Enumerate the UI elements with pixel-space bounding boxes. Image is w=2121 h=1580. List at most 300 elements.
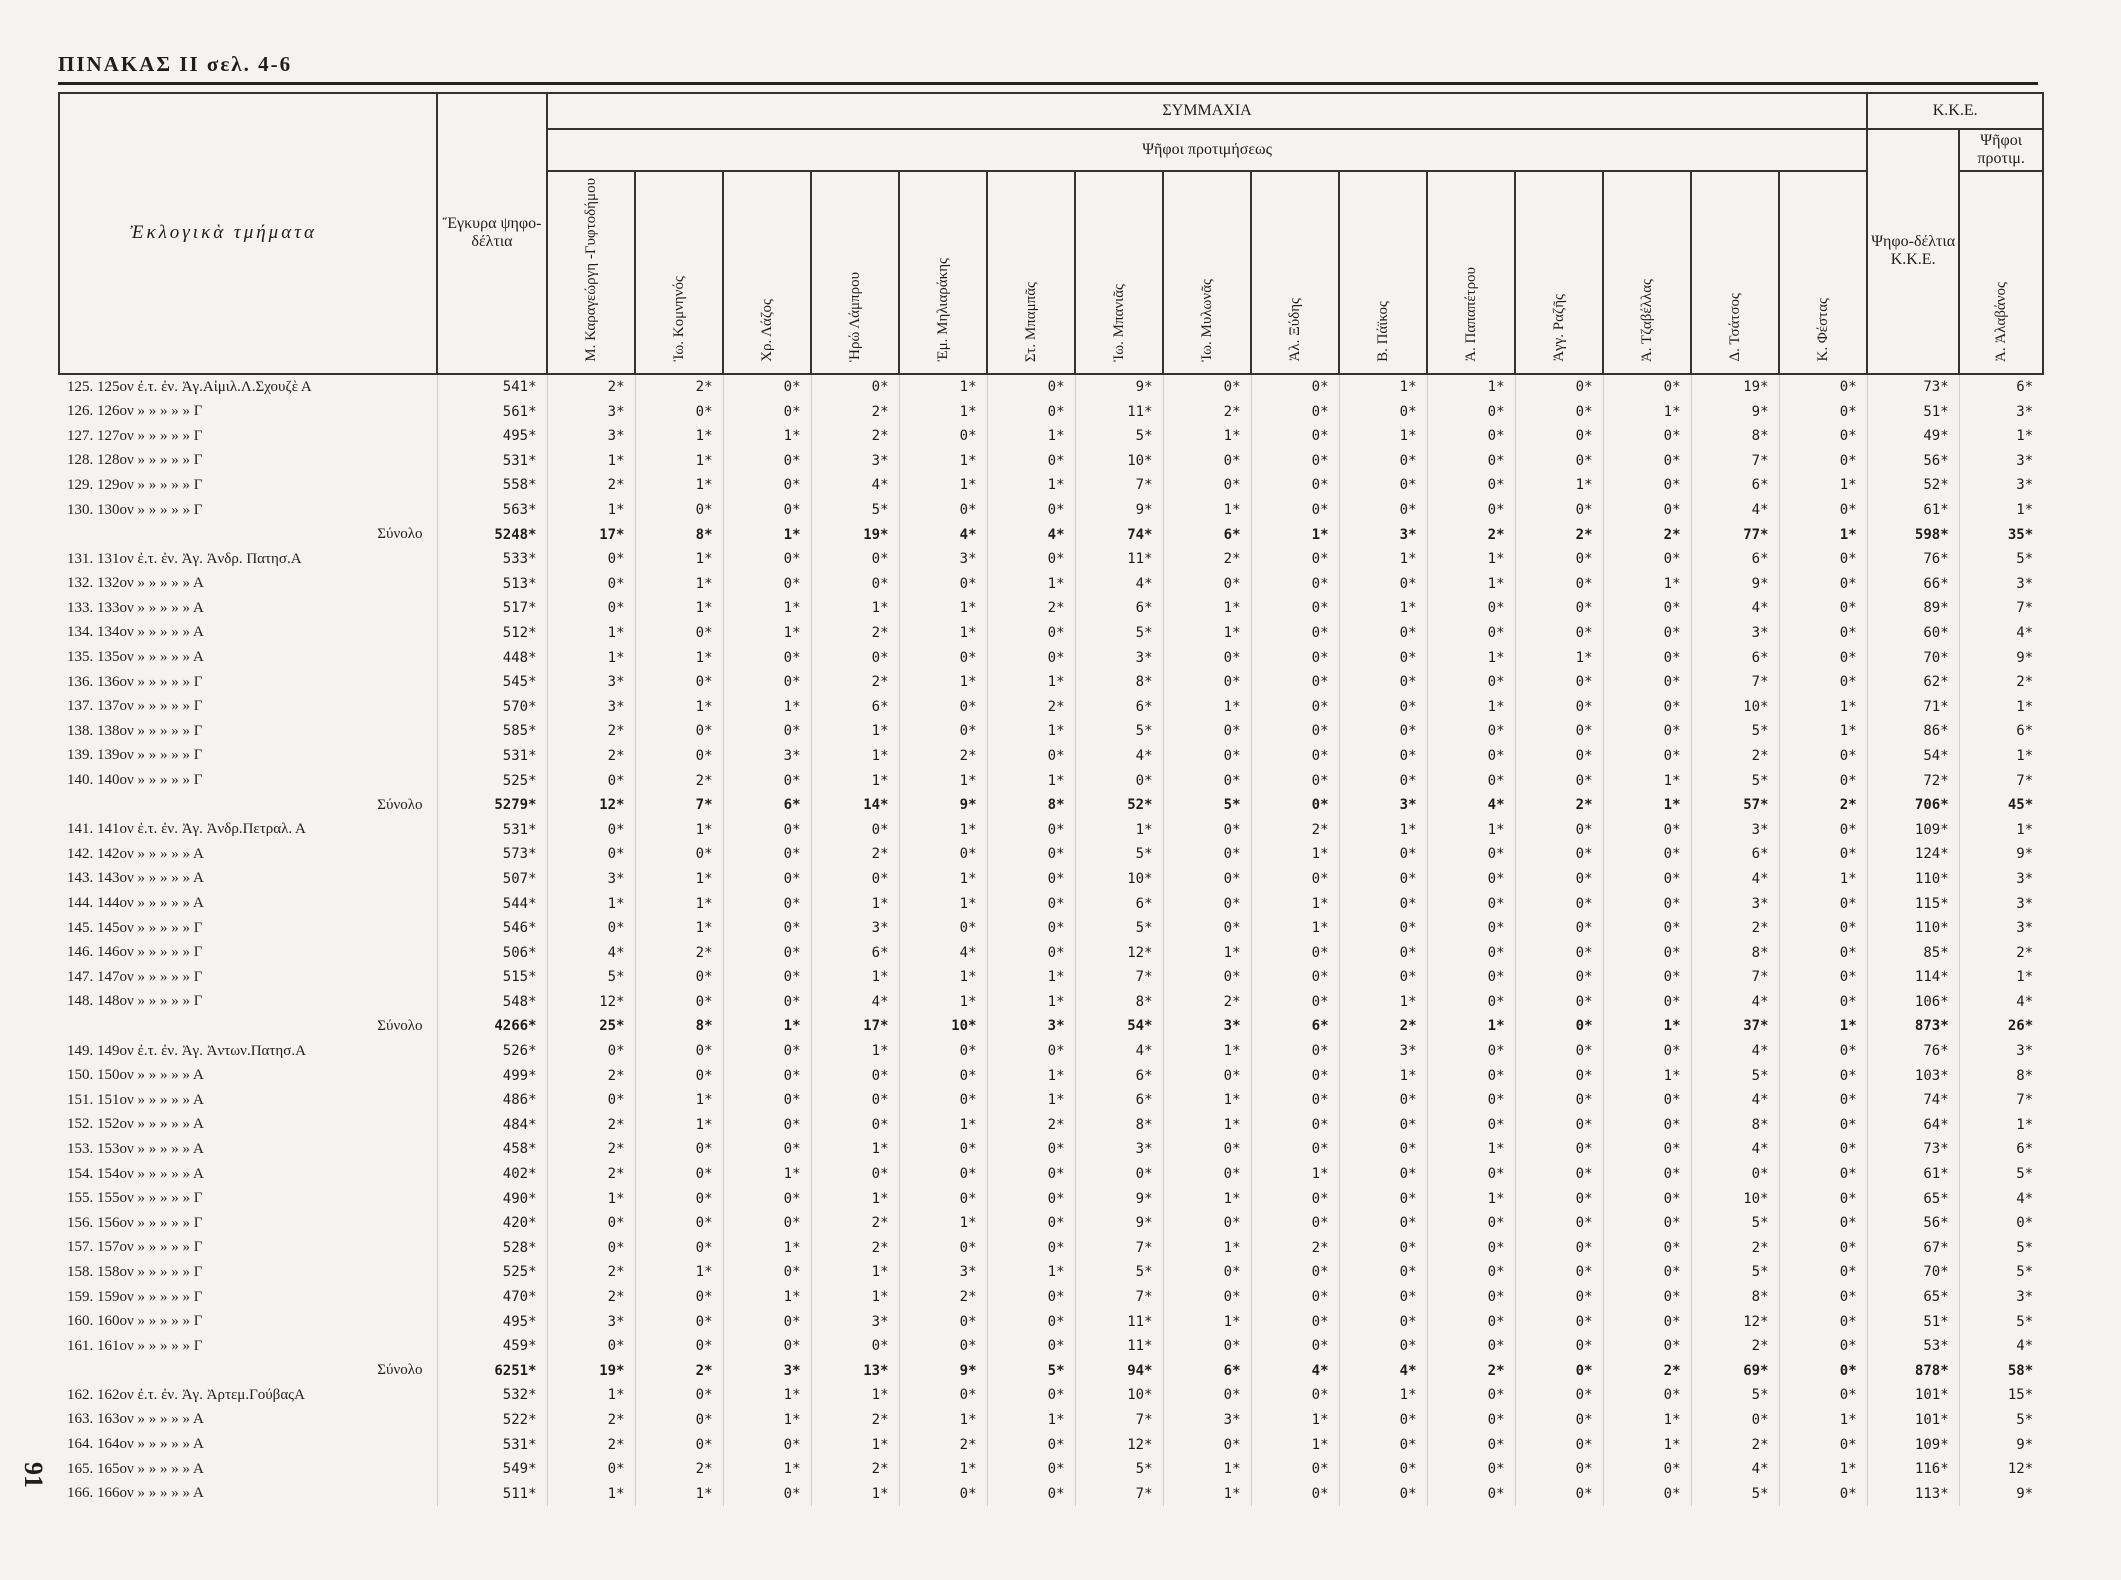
vote-cell: 1* xyxy=(1959,424,2043,449)
vote-cell: 0* xyxy=(723,1186,811,1211)
vote-cell: 0* xyxy=(1515,670,1603,695)
vote-cell: 0* xyxy=(635,670,723,695)
vote-cell: 0* xyxy=(899,1383,987,1408)
vote-cell: 0* xyxy=(1603,1309,1691,1334)
vote-cell: 1* xyxy=(723,424,811,449)
vote-cell: 1* xyxy=(635,473,723,498)
vote-cell: 1* xyxy=(899,1408,987,1433)
vote-cell: 0* xyxy=(723,719,811,744)
vote-cell: 0* xyxy=(1427,596,1515,621)
valid-ballots-cell: 470* xyxy=(437,1285,547,1310)
valid-ballots-cell: 402* xyxy=(437,1162,547,1187)
vote-cell: 0* xyxy=(1515,891,1603,916)
vote-cell: 0* xyxy=(987,916,1075,941)
vote-cell: 0* xyxy=(1251,768,1339,793)
valid-ballots-cell: 420* xyxy=(437,1211,547,1236)
vote-cell: 1* xyxy=(547,498,635,523)
vote-cell: 0* xyxy=(1515,1014,1603,1039)
vote-cell: 10* xyxy=(899,1014,987,1039)
vote-cell: 2* xyxy=(1163,399,1251,424)
candidate-name: Στ. Μπαμπᾶς xyxy=(1022,281,1039,362)
vote-cell: 2* xyxy=(1251,817,1339,842)
vote-cell: 0* xyxy=(1251,1186,1339,1211)
vote-cell: 0* xyxy=(1515,1334,1603,1359)
vote-cell: 0* xyxy=(1427,1408,1515,1433)
vote-cell: 0* xyxy=(1251,1137,1339,1162)
vote-cell: 4* xyxy=(1251,1358,1339,1383)
valid-ballots-cell: 458* xyxy=(437,1137,547,1162)
vote-cell: 0* xyxy=(635,1186,723,1211)
vote-cell: 1* xyxy=(811,1383,899,1408)
vote-cell: 0* xyxy=(899,842,987,867)
vote-cell: 0* xyxy=(1427,399,1515,424)
vote-cell: 0* xyxy=(899,1137,987,1162)
vote-cell: 0* xyxy=(635,1383,723,1408)
vote-cell: 0* xyxy=(1339,399,1427,424)
vote-cell: 5* xyxy=(1075,916,1163,941)
vote-cell: 35* xyxy=(1959,522,2043,547)
vote-cell: 73* xyxy=(1867,1137,1959,1162)
vote-cell: 0* xyxy=(1779,1334,1867,1359)
candidate-name: Ἰω. Μυλωνᾶς xyxy=(1198,278,1215,362)
vote-cell: 1* xyxy=(987,719,1075,744)
vote-cell: 0* xyxy=(987,1211,1075,1236)
vote-cell: 0* xyxy=(1163,1383,1251,1408)
vote-cell: 3* xyxy=(547,399,635,424)
table-row xyxy=(59,1309,2043,1334)
vote-cell: 10* xyxy=(1691,694,1779,719)
vote-cell: 1* xyxy=(635,694,723,719)
vote-cell: 0* xyxy=(635,1137,723,1162)
vote-cell: 2* xyxy=(1691,1334,1779,1359)
vote-cell: 1* xyxy=(811,1186,899,1211)
kke-candidate-name: Ἀ. Ἀλαβάνος xyxy=(1992,281,2009,362)
vote-cell: 1* xyxy=(723,1457,811,1482)
section-name: 154. 154ον » » » » » Α xyxy=(67,1165,204,1182)
vote-cell: 0* xyxy=(635,1039,723,1064)
table-row xyxy=(59,424,2043,449)
vote-cell: 0* xyxy=(1339,867,1427,892)
vote-cell: 1* xyxy=(811,1039,899,1064)
valid-ballots-cell: 513* xyxy=(437,571,547,596)
vote-cell: 51* xyxy=(1867,399,1959,424)
vote-cell: 1* xyxy=(899,990,987,1015)
vote-cell: 70* xyxy=(1867,1260,1959,1285)
vote-cell: 0* xyxy=(1251,1211,1339,1236)
valid-ballots-cell: 507* xyxy=(437,867,547,892)
vote-cell: 4* xyxy=(1959,1334,2043,1359)
vote-cell: 9* xyxy=(1959,1481,2043,1506)
vote-cell: 101* xyxy=(1867,1383,1959,1408)
vote-cell: 0* xyxy=(1779,842,1867,867)
vote-cell: 6* xyxy=(1251,1014,1339,1039)
vote-cell: 5* xyxy=(1959,1236,2043,1261)
table-row xyxy=(59,940,2043,965)
vote-cell: 7* xyxy=(1075,473,1163,498)
vote-cell: 0* xyxy=(1515,867,1603,892)
vote-cell: 1* xyxy=(547,449,635,474)
vote-cell: 0* xyxy=(811,1162,899,1187)
vote-cell: 1* xyxy=(811,596,899,621)
vote-cell: 1* xyxy=(987,1260,1075,1285)
vote-cell: 1* xyxy=(1779,867,1867,892)
vote-cell: 5* xyxy=(1691,1211,1779,1236)
vote-cell: 0* xyxy=(1251,449,1339,474)
vote-cell: 0* xyxy=(1515,817,1603,842)
vote-cell: 52* xyxy=(1867,473,1959,498)
vote-cell: 0* xyxy=(1427,473,1515,498)
section-name: 129. 129ον » » » » » Γ xyxy=(67,476,203,493)
vote-cell: 0* xyxy=(1427,1260,1515,1285)
vote-cell: 0* xyxy=(1251,719,1339,744)
vote-cell: 5* xyxy=(1959,547,2043,572)
vote-cell: 0* xyxy=(547,768,635,793)
valid-ballots-cell: 526* xyxy=(437,1039,547,1064)
vote-cell: 1* xyxy=(899,1113,987,1138)
vote-cell: 3* xyxy=(1691,817,1779,842)
candidate-name: Ἰω. Μπανιᾶς xyxy=(1110,283,1127,362)
valid-ballots-cell: 544* xyxy=(437,891,547,916)
valid-ballots-cell: 531* xyxy=(437,1432,547,1457)
table-row xyxy=(59,1432,2043,1457)
vote-cell: 0* xyxy=(987,1236,1075,1261)
vote-cell: 0* xyxy=(1339,1432,1427,1457)
vote-cell: 2* xyxy=(987,694,1075,719)
vote-cell: 3* xyxy=(1691,621,1779,646)
vote-cell: 45* xyxy=(1959,793,2043,818)
vote-cell: 0* xyxy=(1515,424,1603,449)
vote-cell: 0* xyxy=(1163,1063,1251,1088)
vote-cell: 0* xyxy=(1603,719,1691,744)
vote-cell: 0* xyxy=(1515,571,1603,596)
vote-cell: 5* xyxy=(1959,1408,2043,1433)
vote-cell: 1* xyxy=(1339,424,1427,449)
table-header xyxy=(59,93,2043,374)
vote-cell: 0* xyxy=(1515,1358,1603,1383)
vote-cell: 6* xyxy=(1075,1063,1163,1088)
vote-cell: 706* xyxy=(1867,793,1959,818)
vote-cell: 19* xyxy=(547,1358,635,1383)
vote-cell: 17* xyxy=(547,522,635,547)
vote-cell: 0* xyxy=(899,1039,987,1064)
col-header-candidate xyxy=(1075,171,1163,374)
vote-cell: 0* xyxy=(1515,1481,1603,1506)
vote-cell: 0* xyxy=(1779,990,1867,1015)
vote-cell: 0* xyxy=(1163,374,1251,400)
vote-cell: 1* xyxy=(547,891,635,916)
table-row xyxy=(59,1260,2043,1285)
col-header-candidate xyxy=(547,171,635,374)
vote-cell: 0* xyxy=(1515,1236,1603,1261)
vote-cell: 76* xyxy=(1867,547,1959,572)
vote-cell: 0* xyxy=(1163,1211,1251,1236)
vote-cell: 0* xyxy=(1251,670,1339,695)
vote-cell: 598* xyxy=(1867,522,1959,547)
vote-cell: 3* xyxy=(1959,399,2043,424)
vote-cell: 0* xyxy=(635,1432,723,1457)
valid-ballots-cell: 541* xyxy=(437,374,547,400)
section-name: 155. 155ον » » » » » Γ xyxy=(67,1190,203,1207)
vote-cell: 2* xyxy=(547,1162,635,1187)
vote-cell: 0* xyxy=(1427,744,1515,769)
table-row xyxy=(59,1481,2043,1506)
valid-ballots-cell: 511* xyxy=(437,1481,547,1506)
table-row xyxy=(59,1408,2043,1433)
vote-cell: 0* xyxy=(1779,965,1867,990)
vote-cell: 0* xyxy=(1339,1309,1427,1334)
vote-cell: 0* xyxy=(1427,1162,1515,1187)
vote-cell: 110* xyxy=(1867,916,1959,941)
vote-cell: 8* xyxy=(1959,1063,2043,1088)
vote-cell: 1* xyxy=(635,867,723,892)
vote-cell: 0* xyxy=(723,670,811,695)
table-row xyxy=(59,1162,2043,1187)
table-row xyxy=(59,867,2043,892)
vote-cell: 0* xyxy=(723,990,811,1015)
vote-cell: 1* xyxy=(635,1481,723,1506)
vote-cell: 0* xyxy=(1339,670,1427,695)
col-header-kke-ballots: Ψηφο-δέλτια Κ.Κ.Ε. xyxy=(1867,129,1959,374)
vote-cell: 0* xyxy=(987,1137,1075,1162)
vote-cell: 1* xyxy=(987,768,1075,793)
vote-cell: 0* xyxy=(1339,1334,1427,1359)
table-row xyxy=(59,473,2043,498)
vote-cell: 54* xyxy=(1867,744,1959,769)
vote-cell: 0* xyxy=(987,867,1075,892)
vote-cell: 1* xyxy=(1959,744,2043,769)
section-name: 166. 166ον » » » » » Α xyxy=(67,1485,204,1502)
vote-cell: 0* xyxy=(1603,596,1691,621)
vote-cell: 8* xyxy=(1075,1113,1163,1138)
col-header-candidate xyxy=(1515,171,1603,374)
vote-cell: 8* xyxy=(987,793,1075,818)
vote-cell: 2* xyxy=(811,621,899,646)
vote-cell: 1* xyxy=(1163,1186,1251,1211)
vote-cell: 3* xyxy=(1959,891,2043,916)
section-name: 144. 144ον » » » » » Α xyxy=(67,895,204,911)
vote-cell: 0* xyxy=(1251,621,1339,646)
vote-cell: 4* xyxy=(1691,990,1779,1015)
vote-cell: 1* xyxy=(1163,621,1251,646)
vote-cell: 0* xyxy=(899,498,987,523)
vote-cell: 2* xyxy=(547,1137,635,1162)
table-row xyxy=(59,1137,2043,1162)
vote-cell: 5* xyxy=(547,965,635,990)
vote-cell: 5* xyxy=(1959,1162,2043,1187)
vote-cell: 0* xyxy=(723,547,811,572)
vote-cell: 0* xyxy=(1339,1088,1427,1113)
vote-cell: 1* xyxy=(1427,817,1515,842)
vote-cell: 1* xyxy=(899,621,987,646)
vote-cell: 3* xyxy=(547,424,635,449)
vote-cell: 1* xyxy=(1603,1408,1691,1433)
vote-cell: 9* xyxy=(1075,374,1163,400)
vote-cell: 3* xyxy=(1163,1408,1251,1433)
col-header-alliance: ΣΥΜΜΑΧΙΑ xyxy=(547,93,1867,129)
vote-cell: 3* xyxy=(1339,793,1427,818)
vote-cell: 0* xyxy=(811,645,899,670)
vote-cell: 0* xyxy=(1427,1334,1515,1359)
vote-cell: 0* xyxy=(1427,1285,1515,1310)
valid-ballots-cell: 545* xyxy=(437,670,547,695)
vote-cell: 101* xyxy=(1867,1408,1959,1433)
total-label: Σύνολο xyxy=(377,526,423,543)
section-name: 139. 139ον » » » » » Γ xyxy=(67,747,203,764)
vote-cell: 0* xyxy=(1603,1457,1691,1482)
vote-cell: 8* xyxy=(635,522,723,547)
vote-cell: 3* xyxy=(547,694,635,719)
vote-cell: 1* xyxy=(1959,965,2043,990)
valid-ballots-cell: 532* xyxy=(437,1383,547,1408)
vote-cell: 0* xyxy=(811,1334,899,1359)
vote-cell: 0* xyxy=(723,1211,811,1236)
section-name: 138. 138ον » » » » » Γ xyxy=(67,722,203,739)
vote-cell: 2* xyxy=(635,1457,723,1482)
valid-ballots-cell: 531* xyxy=(437,817,547,842)
vote-cell: 4* xyxy=(1959,990,2043,1015)
section-name: 149. 149ον ἐ.τ. ἐν. Ἀγ. Ἀντων.Πατησ.Α xyxy=(67,1042,306,1059)
vote-cell: 0* xyxy=(811,1113,899,1138)
vote-cell: 0* xyxy=(1515,1432,1603,1457)
vote-cell: 12* xyxy=(1691,1309,1779,1334)
vote-cell: 0* xyxy=(1959,1211,2043,1236)
valid-ballots-cell: 533* xyxy=(437,547,547,572)
col-header-kke-candidate xyxy=(1959,171,2043,374)
vote-cell: 1* xyxy=(1779,1014,1867,1039)
vote-cell: 0* xyxy=(1163,1162,1251,1187)
vote-cell: 9* xyxy=(1075,498,1163,523)
vote-cell: 0* xyxy=(1779,1383,1867,1408)
vote-cell: 0* xyxy=(1515,719,1603,744)
vote-cell: 1* xyxy=(1251,522,1339,547)
vote-cell: 0* xyxy=(635,719,723,744)
vote-cell: 1* xyxy=(1163,498,1251,523)
candidate-name: Χρ. Λάζος xyxy=(758,298,775,362)
table-row xyxy=(59,621,2043,646)
section-name: 132. 132ον » » » » » Α xyxy=(67,575,204,592)
vote-cell: 1* xyxy=(899,817,987,842)
vote-cell: 1* xyxy=(1075,817,1163,842)
vote-cell: 0* xyxy=(1515,621,1603,646)
vote-cell: 0* xyxy=(1163,768,1251,793)
vote-cell: 72* xyxy=(1867,768,1959,793)
vote-cell: 106* xyxy=(1867,990,1959,1015)
vote-cell: 0* xyxy=(987,1481,1075,1506)
vote-cell: 0* xyxy=(1427,842,1515,867)
vote-cell: 0* xyxy=(1427,424,1515,449)
vote-cell: 1* xyxy=(1603,1014,1691,1039)
vote-cell: 6* xyxy=(1075,694,1163,719)
vote-cell: 1* xyxy=(899,670,987,695)
vote-cell: 0* xyxy=(1603,965,1691,990)
vote-cell: 3* xyxy=(899,1260,987,1285)
vote-cell: 0* xyxy=(1251,645,1339,670)
section-name: 161. 161ον » » » » » Γ xyxy=(67,1337,203,1354)
vote-cell: 2* xyxy=(811,1457,899,1482)
vote-cell: 0* xyxy=(547,1334,635,1359)
vote-cell: 0* xyxy=(723,571,811,596)
vote-cell: 0* xyxy=(1251,867,1339,892)
vote-cell: 19* xyxy=(811,522,899,547)
vote-cell: 2* xyxy=(1163,547,1251,572)
section-name: 135. 135ον » » » » » Α xyxy=(67,649,204,666)
vote-cell: 0* xyxy=(1339,842,1427,867)
vote-cell: 5* xyxy=(1691,1260,1779,1285)
vote-cell: 0* xyxy=(547,1211,635,1236)
section-name: 126. 126ον » » » » » Γ xyxy=(67,403,203,420)
vote-cell: 0* xyxy=(1515,1162,1603,1187)
vote-cell: 0* xyxy=(547,596,635,621)
vote-cell: 1* xyxy=(723,1014,811,1039)
vote-cell: 0* xyxy=(635,498,723,523)
valid-ballots-cell: 506* xyxy=(437,940,547,965)
vote-cell: 0* xyxy=(635,1211,723,1236)
vote-cell: 0* xyxy=(1251,399,1339,424)
vote-cell: 0* xyxy=(1251,1113,1339,1138)
vote-cell: 1* xyxy=(811,1432,899,1457)
vote-cell: 0* xyxy=(1427,1113,1515,1138)
vote-cell: 12* xyxy=(1075,1432,1163,1457)
vote-cell: 1* xyxy=(1251,916,1339,941)
vote-cell: 0* xyxy=(987,891,1075,916)
col-header-valid: Ἔγκυρα ψηφο-δέλτια xyxy=(437,93,547,374)
vote-cell: 0* xyxy=(899,1236,987,1261)
vote-cell: 94* xyxy=(1075,1358,1163,1383)
vote-cell: 3* xyxy=(811,916,899,941)
vote-cell: 0* xyxy=(1515,1088,1603,1113)
vote-cell: 2* xyxy=(811,842,899,867)
vote-cell: 1* xyxy=(899,399,987,424)
vote-cell: 64* xyxy=(1867,1113,1959,1138)
total-label: Σύνολο xyxy=(377,1362,423,1379)
vote-cell: 1* xyxy=(635,891,723,916)
vote-cell: 0* xyxy=(1427,1088,1515,1113)
vote-cell: 0* xyxy=(635,1309,723,1334)
vote-cell: 19* xyxy=(1691,374,1779,400)
vote-cell: 116* xyxy=(1867,1457,1959,1482)
vote-cell: 0* xyxy=(723,1137,811,1162)
vote-cell: 0* xyxy=(1603,449,1691,474)
vote-cell: 1* xyxy=(1163,1113,1251,1138)
vote-cell: 1* xyxy=(1163,694,1251,719)
section-name: 130. 130ον » » » » » Γ xyxy=(67,501,203,518)
vote-cell: 0* xyxy=(1515,1457,1603,1482)
vote-cell: 1* xyxy=(987,670,1075,695)
vote-cell: 1* xyxy=(811,965,899,990)
vote-cell: 0* xyxy=(899,1162,987,1187)
vote-cell: 12* xyxy=(1959,1457,2043,1482)
vote-cell: 0* xyxy=(723,498,811,523)
vote-cell: 3* xyxy=(811,449,899,474)
vote-cell: 0* xyxy=(1251,965,1339,990)
vote-cell: 0* xyxy=(1427,891,1515,916)
vote-cell: 4* xyxy=(1075,571,1163,596)
vote-cell: 0* xyxy=(1339,449,1427,474)
valid-ballots-cell: 499* xyxy=(437,1063,547,1088)
vote-cell: 0* xyxy=(1163,1285,1251,1310)
vote-cell: 0* xyxy=(1163,449,1251,474)
vote-cell: 0* xyxy=(1163,1334,1251,1359)
vote-cell: 873* xyxy=(1867,1014,1959,1039)
vote-cell: 0* xyxy=(1075,1162,1163,1187)
vote-cell: 0* xyxy=(1427,990,1515,1015)
vote-cell: 4* xyxy=(1691,498,1779,523)
vote-cell: 7* xyxy=(1075,1285,1163,1310)
vote-cell: 26* xyxy=(1959,1014,2043,1039)
vote-cell: 1* xyxy=(723,596,811,621)
vote-cell: 0* xyxy=(1163,867,1251,892)
vote-cell: 0* xyxy=(899,1186,987,1211)
